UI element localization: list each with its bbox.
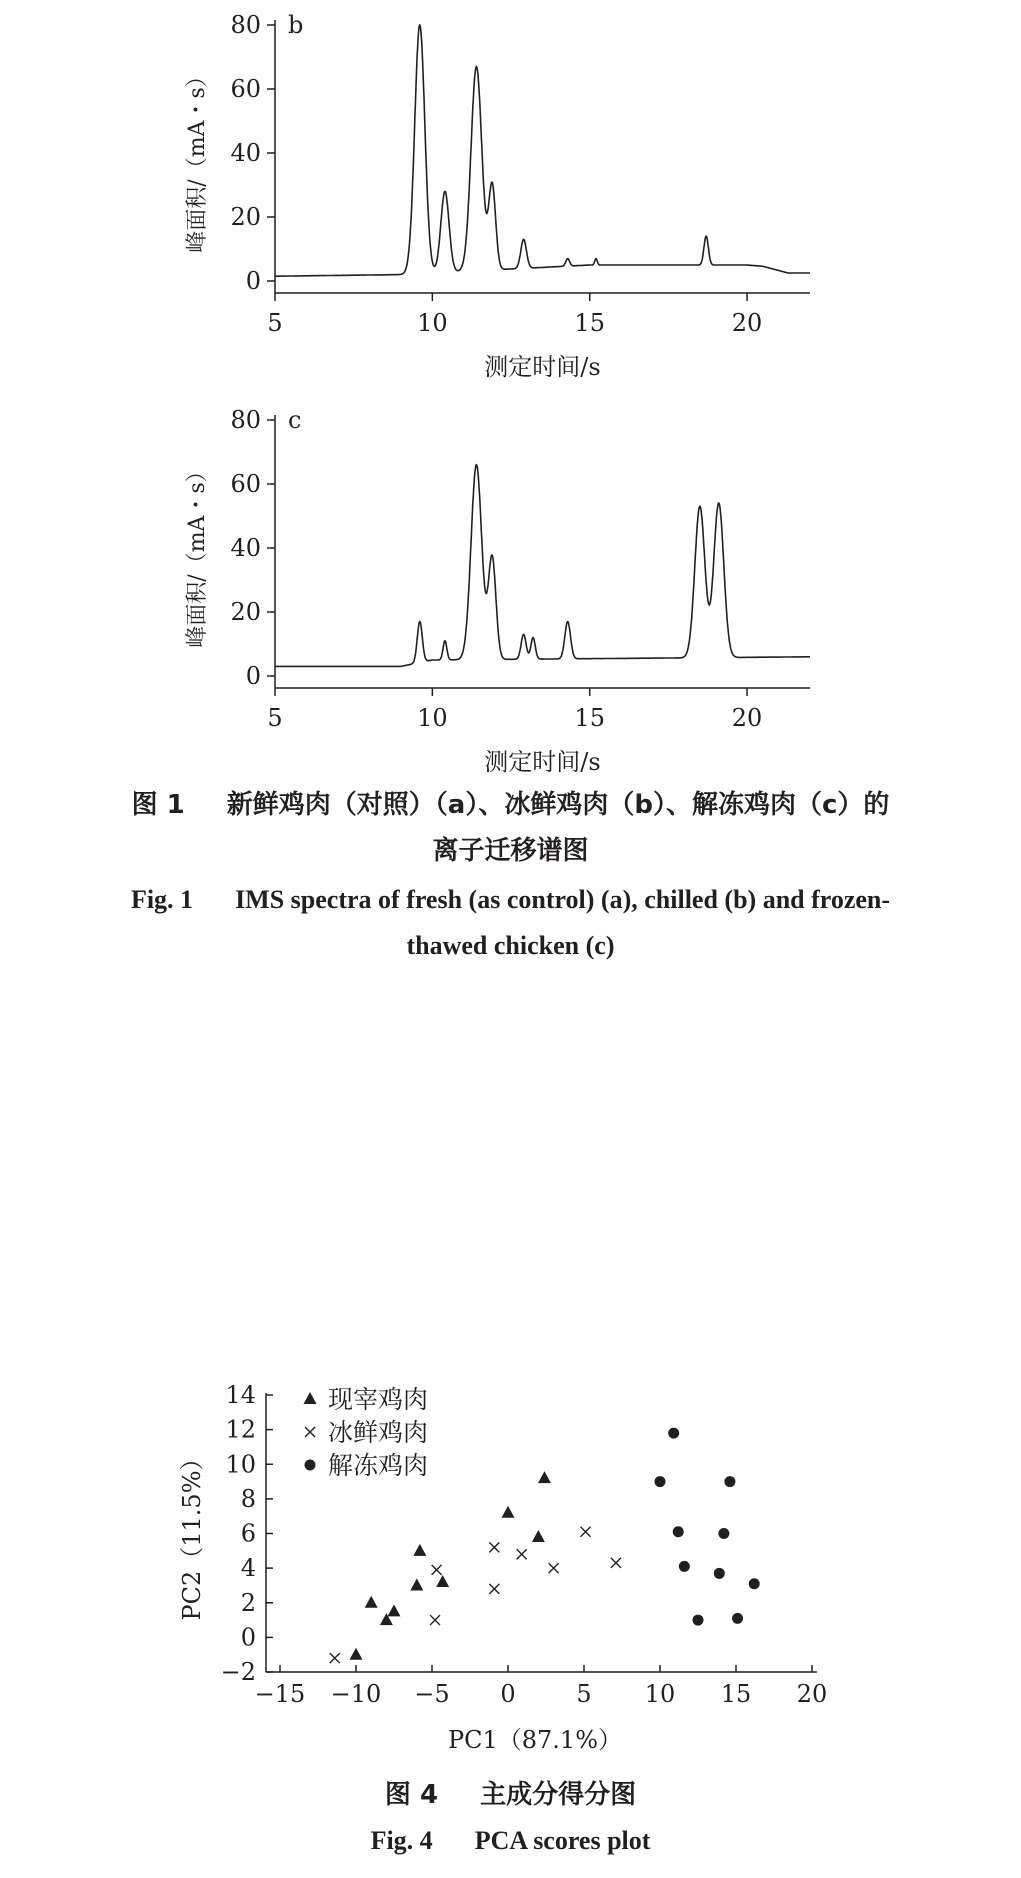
ims-spectrum-chart-b	[0, 0, 1021, 400]
pca-point-triangle	[413, 1544, 426, 1556]
fig4-caption-en-text: PCA scores plot	[474, 1826, 651, 1855]
legend-marker-x	[305, 1427, 315, 1437]
y-tick-label: 80	[230, 406, 261, 434]
y-tick-label: 20	[230, 203, 261, 231]
pca-point-triangle	[532, 1530, 545, 1542]
x-tick-label: 20	[731, 309, 763, 337]
fig4-caption-zh-text: 主成分得分图	[480, 1780, 637, 1810]
x-tick-label: 15	[574, 704, 605, 732]
pca-point-x	[330, 1653, 340, 1663]
pca-x-tick-label: −15	[254, 1680, 306, 1708]
fig1-caption-en	[0, 877, 1021, 969]
pca-point-x	[517, 1549, 527, 1559]
y-tick-label: 60	[230, 75, 261, 103]
pca-x-tick-label: 0	[500, 1680, 516, 1708]
pca-point-circle	[673, 1526, 684, 1537]
legend-marker-triangle	[304, 1392, 317, 1404]
pca-x-tick-label: 5	[576, 1680, 592, 1708]
y-tick-label: 40	[230, 534, 261, 562]
fig4-number-en: Fig. 4	[370, 1826, 433, 1855]
x-tick-label: 10	[417, 704, 448, 732]
pca-point-circle	[714, 1568, 725, 1579]
legend-label: 现宰鸡肉	[328, 1385, 429, 1414]
ims-trace-b	[275, 25, 810, 276]
pca-point-triangle	[436, 1575, 449, 1587]
ims-trace-c	[275, 465, 810, 667]
panel-label-c: c	[288, 406, 302, 434]
pca-point-circle	[732, 1613, 743, 1624]
y-axis-label-c: 峰面积/（mA・s）	[185, 460, 210, 648]
pca-point-triangle	[350, 1648, 363, 1660]
legend-label: 冰鲜鸡肉	[328, 1418, 429, 1447]
pca-point-circle	[749, 1578, 760, 1589]
pca-point-triangle	[538, 1471, 551, 1483]
panel-label-b: b	[288, 11, 304, 39]
legend-label: 解冻鸡肉	[328, 1451, 429, 1480]
pca-y-tick-label: 4	[240, 1554, 256, 1583]
pca-point-x	[549, 1563, 559, 1573]
pca-point-x	[432, 1565, 442, 1575]
pca-y-axis-label: PC2（11.5%）	[178, 1446, 206, 1621]
y-tick-label: 60	[230, 470, 261, 498]
pca-y-tick-label: 10	[225, 1450, 256, 1479]
x-axis-label-c: 测定时间/s	[484, 748, 601, 776]
legend-marker-circle	[305, 1460, 316, 1471]
pca-point-circle	[693, 1615, 704, 1626]
x-axis-label-b: 测定时间/s	[484, 353, 601, 381]
fig1-caption-en-line2: thawed chicken (c)	[406, 931, 615, 960]
fig1-number-en: Fig. 1	[130, 885, 194, 914]
fig4-caption-en	[0, 1818, 1021, 1864]
y-tick-label: 80	[230, 11, 261, 39]
pca-x-tick-label: −10	[330, 1680, 382, 1708]
x-tick-label: 15	[574, 309, 605, 337]
ims-spectrum-chart-c	[0, 395, 1021, 795]
fig4-number-zh: 图 4	[384, 1780, 439, 1810]
pca-point-x	[430, 1615, 440, 1625]
x-tick-label: 10	[417, 309, 448, 337]
pca-y-tick-label: 2	[240, 1588, 256, 1617]
pca-point-circle	[679, 1561, 690, 1572]
pca-point-x	[489, 1542, 499, 1552]
pca-point-triangle	[410, 1578, 423, 1590]
y-tick-label: 0	[245, 267, 261, 295]
pca-y-tick-label: 8	[240, 1484, 256, 1513]
pca-point-x	[611, 1558, 621, 1568]
pca-point-triangle	[388, 1604, 401, 1616]
x-tick-label: 20	[731, 704, 763, 732]
pca-point-x	[489, 1584, 499, 1594]
pca-point-triangle	[502, 1506, 515, 1518]
y-axis-label-b: 峰面积/（mA・s）	[185, 65, 210, 253]
pca-x-tick-label: −5	[414, 1680, 450, 1708]
pca-point-circle	[724, 1476, 735, 1487]
pca-point-circle	[718, 1528, 729, 1539]
pca-y-tick-label: −2	[220, 1658, 256, 1686]
pca-x-tick-label: 10	[644, 1680, 676, 1708]
pca-y-tick-label: 0	[240, 1623, 256, 1652]
y-tick-label: 40	[230, 139, 261, 167]
fig1-caption-zh	[0, 782, 1021, 874]
fig4-caption-zh	[0, 1772, 1021, 1818]
pca-point-circle	[668, 1428, 679, 1439]
pca-y-tick-label: 14	[225, 1381, 256, 1409]
pca-point-x	[581, 1527, 591, 1537]
pca-x-tick-label: 15	[720, 1680, 752, 1708]
fig1-caption-en-line1: IMS spectra of fresh (as control) (a), chilled (b) and frozen-	[235, 885, 891, 914]
y-tick-label: 0	[245, 662, 261, 690]
fig1-caption-zh-line1: 新鲜鸡肉（对照）（a）、冰鲜鸡肉（b）、解冻鸡肉（c）的	[226, 790, 890, 820]
fig1-caption-zh-line2: 离子迁移谱图	[432, 836, 589, 866]
pca-x-tick-label: 20	[796, 1680, 828, 1708]
fig1-number-zh: 图 1	[131, 790, 185, 820]
pca-y-tick-label: 12	[225, 1415, 256, 1444]
y-tick-label: 20	[230, 598, 261, 626]
pca-y-tick-label: 6	[240, 1519, 256, 1548]
pca-x-axis-label: PC1（87.1%）	[447, 1726, 623, 1754]
x-tick-label: 5	[267, 704, 283, 732]
pca-point-circle	[655, 1476, 666, 1487]
pca-scores-chart	[0, 1370, 1021, 1770]
pca-point-triangle	[365, 1596, 378, 1608]
x-tick-label: 5	[267, 309, 283, 337]
